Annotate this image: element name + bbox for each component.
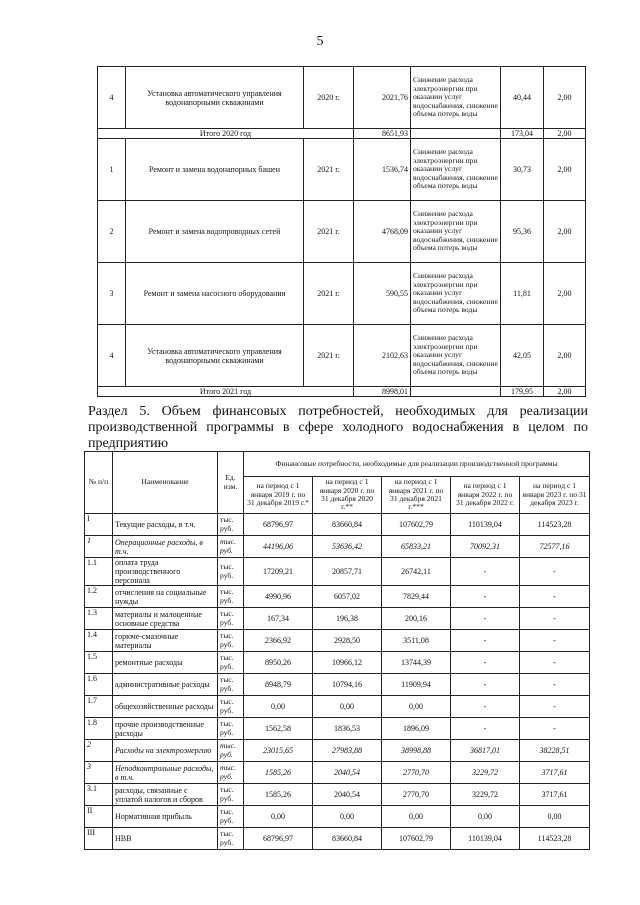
row-number: I [85,514,113,536]
row-value: 38998,88 [382,740,451,762]
row-unit: тыс. руб. [218,558,244,586]
row-value: 107602,79 [382,514,451,536]
measure-name: Ремонт и замена насосного оборудования [126,263,304,325]
row-value: 114523,28 [520,828,590,850]
measure-value: 40,44 [501,67,544,129]
row-value: 36817,01 [451,740,520,762]
row-value: 8948,79 [244,674,313,696]
row-value: - [520,630,590,652]
row-value: 3229,72 [451,784,520,806]
row-value: - [451,718,520,740]
row-value: 0,00 [520,806,590,828]
row-value: 27983,88 [313,740,382,762]
row-value: 1896,09 [382,718,451,740]
row-value: 10794,16 [313,674,382,696]
row-value: 3717,61 [520,784,590,806]
table-row [98,139,586,201]
row-unit: тыс. руб. [218,718,244,740]
row-number: 1.4 [85,630,113,652]
table-row [85,674,590,696]
table-row [98,201,586,263]
row-name: НВВ [113,828,218,850]
row-unit: тыс. руб. [218,652,244,674]
measure-value: 2,00 [544,325,586,387]
total-label: Итого 2020 год [98,129,354,139]
total-sum: 8651,93 [354,129,411,139]
row-number: 1.3 [85,608,113,630]
row-value: 107602,79 [382,828,451,850]
row-unit: тыс. руб. [218,608,244,630]
table-row [85,558,590,586]
row-value: 2040,54 [313,784,382,806]
row-name: административные расходы [113,674,218,696]
row-unit: тыс. руб. [218,586,244,608]
total-value: 179,95 [501,387,544,397]
row-value: 2366,92 [244,630,313,652]
row-value: 2928,50 [313,630,382,652]
row-value: - [451,652,520,674]
row-number: II [85,806,113,828]
row-value: 26742,11 [382,558,451,586]
measure-name: Ремонт и замена водонапорных башен [126,139,304,201]
row-value: - [451,608,520,630]
row-unit: тыс. руб. [218,828,244,850]
row-value: 1585,26 [244,762,313,784]
row-value: 53636,42 [313,536,382,558]
measure-year: 2020 г. [304,67,354,129]
row-value: 0,00 [244,696,313,718]
row-name: Операционные расходы, в т.ч. [113,536,218,558]
row-value: 3717,61 [520,762,590,784]
row-value: 1585,26 [244,784,313,806]
row-unit: тыс. руб. [218,740,244,762]
row-value: 167,34 [244,608,313,630]
header-period: на период с 1 января 2020 г. по 31 декабря 2020 г.** [313,477,382,514]
row-value: - [520,652,590,674]
table-row [85,718,590,740]
row-value: 2040,54 [313,762,382,784]
row-number: 2 [98,201,126,263]
row-name: горюче-смазочные материалы [113,630,218,652]
row-value: 13744,39 [382,652,451,674]
measure-sum: 1536,74 [354,139,411,201]
header-period: на период с 1 января 2022 г. по 31 декабря 2022 г. [451,477,520,514]
measure-name: Установка автоматического управления водонапорными скважинами [126,67,304,129]
row-value: 0,00 [382,806,451,828]
row-value: 17209,21 [244,558,313,586]
row-name: ремонтные расходы [113,652,218,674]
row-value: 10966,12 [313,652,382,674]
header-group: Финансовые потребности, необходимые для реализации производственной программы [244,452,590,477]
row-value: - [520,718,590,740]
measure-value: 2,00 [544,139,586,201]
table-row [98,67,586,129]
row-name: материалы и малоценные основные средства [113,608,218,630]
measure-value: 30,73 [501,139,544,201]
row-value: 0,00 [244,806,313,828]
header-period: на период с 1 января 2023 г. по 31 декабря 2023 г. [520,477,590,514]
row-name: Неподконтрольные расходы, в т.ч. [113,762,218,784]
row-name: оплата труда производственного персонала [113,558,218,586]
row-value: 0,00 [451,806,520,828]
table-row [85,630,590,652]
row-number: 1.8 [85,718,113,740]
table-row [85,536,590,558]
row-value: 4990,96 [244,586,313,608]
row-unit: тыс. руб. [218,806,244,828]
financial-needs-table [84,451,590,850]
measure-name: Установка автоматического управления водонапорными скважинами [126,325,304,387]
total-value: 2,00 [544,129,586,139]
row-value: - [451,696,520,718]
table-header-row-1 [85,452,590,477]
row-value: 38228,51 [520,740,590,762]
row-unit: тыс. руб. [218,514,244,536]
empty-cell [411,387,501,397]
row-value: 72577,16 [520,536,590,558]
row-value: 83660,84 [313,514,382,536]
table-row [85,762,590,784]
row-number: 3 [98,263,126,325]
measure-name: Ремонт и замена водопроводных сетей [126,201,304,263]
table-row [85,784,590,806]
row-unit: тыс. руб. [218,762,244,784]
row-unit: тыс. руб. [218,784,244,806]
table-row [85,514,590,536]
total-sum: 8998,01 [354,387,411,397]
empty-cell [411,129,501,139]
header-name: Наименование [113,452,218,514]
row-value: 44196,06 [244,536,313,558]
row-name: расходы, связанные с уплатой налогов и сборов [113,784,218,806]
row-value: - [520,608,590,630]
row-number: 1 [98,139,126,201]
row-name: общехозяйственные расходы [113,696,218,718]
row-value: 7829,44 [382,586,451,608]
measure-year: 2021 г. [304,201,354,263]
row-name: Расходы на электроэнергию [113,740,218,762]
section-5-heading: Раздел 5. Объем финансовых потребностей, необходимых для реализации производственной программы в сфере холодного водоснабжения в целом по предприятию [88,404,588,451]
row-value: 110139,04 [451,514,520,536]
row-number: 4 [98,325,126,387]
measure-sum: 2102,63 [354,325,411,387]
row-name: Нормативная прибыль [113,806,218,828]
row-number: 1.2 [85,586,113,608]
row-name: отчисления на социальные нужды [113,586,218,608]
total-row [98,387,586,397]
row-value: 68796,97 [244,828,313,850]
row-value: 70092,31 [451,536,520,558]
table-row [85,586,590,608]
row-value: 23015,65 [244,740,313,762]
row-value: - [451,630,520,652]
row-number: 3.1 [85,784,113,806]
row-value: 110139,04 [451,828,520,850]
row-value: 196,38 [313,608,382,630]
row-value: 3511,08 [382,630,451,652]
row-value: 200,16 [382,608,451,630]
row-unit: тыс. руб. [218,536,244,558]
row-value: - [520,674,590,696]
table-row [98,263,586,325]
page-number: 5 [316,34,324,49]
measure-year: 2021 г. [304,263,354,325]
row-value: 3229,72 [451,762,520,784]
header-unit: Ед. изм. [218,452,244,514]
row-value: 0,00 [382,696,451,718]
measure-sum: 4768,09 [354,201,411,263]
measure-value: 95,36 [501,201,544,263]
total-value: 2,00 [544,387,586,397]
row-value: 83660,84 [313,828,382,850]
header-num: № п/п [85,452,113,514]
total-row [98,129,586,139]
measure-value: 42,05 [501,325,544,387]
row-number: 3 [85,762,113,784]
measure-effect: Снижение расхода электроэнергии при оказании услуг водоснабжения, снижение объема потерь воды [411,201,501,263]
row-value: 1836,53 [313,718,382,740]
table-row [85,740,590,762]
row-value: 6057,02 [313,586,382,608]
table-row [98,325,586,387]
row-value: - [520,558,590,586]
header-period: на период с 1 января 2021 г. по 31 декабря 2021 г.*** [382,477,451,514]
row-number: 1.7 [85,696,113,718]
measure-sum: 2021,76 [354,67,411,129]
row-value: 68796,97 [244,514,313,536]
row-value: 0,00 [313,696,382,718]
row-value: 1562,58 [244,718,313,740]
row-number: 1.1 [85,558,113,586]
measure-effect: Снижение расхода электроэнергии при оказании услуг водоснабжения, снижение объема потерь воды [411,263,501,325]
row-value: - [520,586,590,608]
row-number: 1 [85,536,113,558]
total-label: Итого 2021 год [98,387,354,397]
row-value: 2770,70 [382,762,451,784]
measure-value: 2,00 [544,67,586,129]
measure-value: 11,81 [501,263,544,325]
row-value: 20857,71 [313,558,382,586]
table-row [85,696,590,718]
row-value: 2770,70 [382,784,451,806]
row-value: 0,00 [313,806,382,828]
row-unit: тыс. руб. [218,630,244,652]
measure-year: 2021 г. [304,325,354,387]
row-value: 8950,26 [244,652,313,674]
row-value: - [451,586,520,608]
row-number: 1.5 [85,652,113,674]
row-value: 11909,94 [382,674,451,696]
row-value: 114523,28 [520,514,590,536]
row-unit: тыс. руб. [218,696,244,718]
measure-effect: Снижение расхода электроэнергии при оказании услуг водоснабжения, снижение объема потерь воды [411,325,501,387]
row-unit: тыс. руб. [218,674,244,696]
measure-year: 2021 г. [304,139,354,201]
row-value: 65833,21 [382,536,451,558]
row-number: 2 [85,740,113,762]
measure-sum: 590,55 [354,263,411,325]
measure-effect: Снижение расхода электроэнергии при оказании услуг водоснабжения, снижение объема потерь воды [411,67,501,129]
measure-value: 2,00 [544,201,586,263]
table-row [85,806,590,828]
row-number: 1.6 [85,674,113,696]
header-period: на период с 1 января 2019 г. по 31 декабря 2019 г.* [244,477,313,514]
table-row [85,652,590,674]
row-value: - [451,558,520,586]
measure-value: 2,00 [544,263,586,325]
table-row [85,828,590,850]
row-number: III [85,828,113,850]
row-name: Текущие расходы, в т.ч. [113,514,218,536]
measures-table [97,66,586,397]
total-value: 173,04 [501,129,544,139]
table-row [85,608,590,630]
row-value: - [451,674,520,696]
row-number: 4 [98,67,126,129]
measure-effect: Снижение расхода электроэнергии при оказании услуг водоснабжения, снижение объема потерь воды [411,139,501,201]
row-value: - [520,696,590,718]
row-name: прочие производственные расходы [113,718,218,740]
